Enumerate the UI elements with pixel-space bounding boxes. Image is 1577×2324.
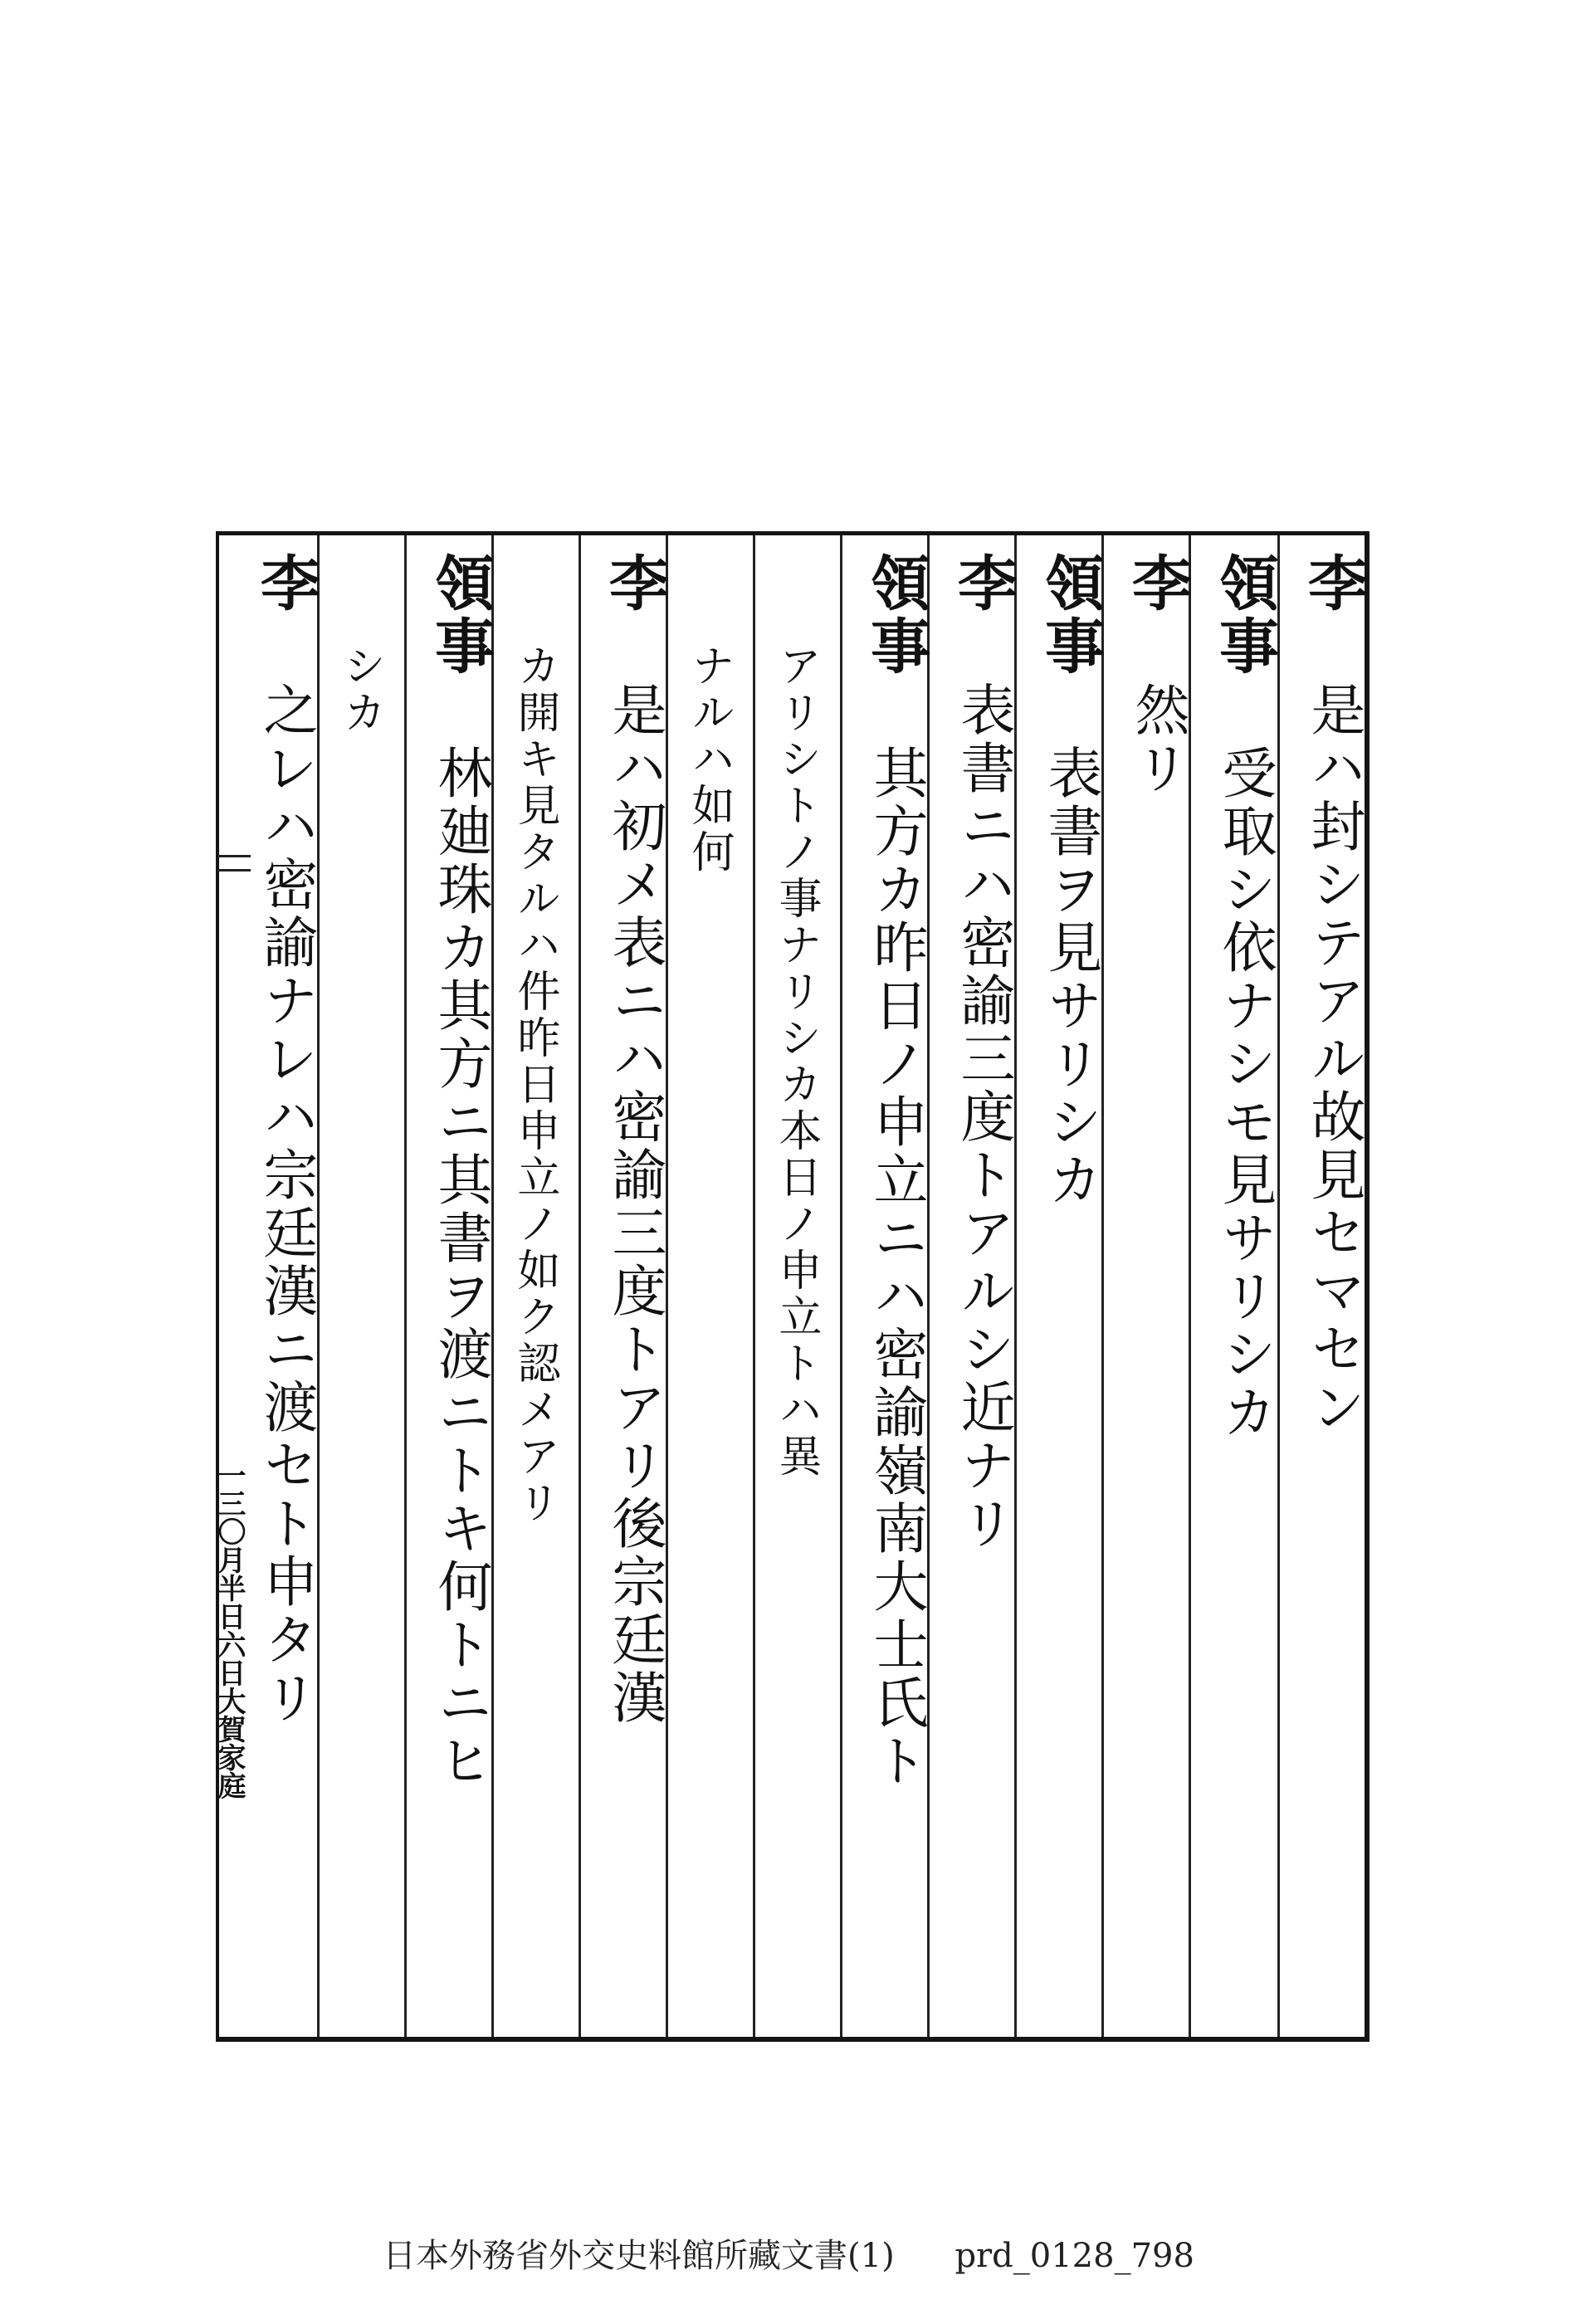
dialogue-column (330, 643, 392, 2020)
dialogue-text: 其方カ昨日ノ申立ニハ密諭嶺南大士氏ト (864, 745, 928, 1790)
dialogue-text: 是ハ封シテアル故見セマセン (1301, 681, 1365, 1437)
dialogue-column (1290, 552, 1376, 2020)
column-rule (404, 535, 407, 2037)
column-rule (753, 535, 755, 2037)
margin-mark (217, 855, 251, 872)
dialogue-column (852, 552, 939, 2020)
dialogue-column (417, 552, 503, 2020)
manuscript-frame (216, 531, 1370, 2042)
dialogue-column (242, 552, 329, 2020)
dialogue-text: 之レハ密諭ナレハ宗廷漢ニ渡セト申タリ (254, 681, 318, 1727)
dialogue-column (1027, 552, 1113, 2020)
speaker-label: 李 (599, 552, 670, 615)
dialogue-text: ナルハ如何 (684, 643, 734, 876)
column-rule (579, 535, 581, 2037)
speaker-label: 李 (1122, 552, 1193, 615)
dialogue-text: アリシトノ事ナリシカ本日ノ申立トハ異 (771, 643, 821, 1480)
dialogue-column (678, 643, 740, 2020)
dialogue-text: 表書ヲ見サリシカ (1038, 745, 1102, 1209)
archive-name: 日本外務省外交史料館所藏文書(1) (383, 2237, 895, 2275)
speaker-label: 領事 (1035, 552, 1106, 678)
speaker-label: 李 (948, 552, 1018, 615)
dialogue-text: 受取シ依ナシモ見サリシカ (1213, 745, 1277, 1442)
footer-caption (0, 2229, 1577, 2277)
dialogue-text: シカ (335, 643, 385, 736)
dialogue-text: 表書ニハ密諭三度トアルシ近ナリ (951, 681, 1015, 1553)
speaker-label: 李 (1298, 552, 1369, 615)
column-rule (840, 535, 842, 2037)
speaker-label: 領事 (425, 552, 496, 678)
dialogue-column (940, 552, 1026, 2020)
dialogue-text: 林廸珠カ其方ニ其書ヲ渡ニトキ何トニヒ (428, 745, 492, 1790)
speaker-label: 領事 (1209, 552, 1280, 678)
dialogue-text: 然リ (1125, 681, 1189, 798)
dialogue-column (504, 643, 566, 2020)
dialogue-text: 是ハ初メ表ニハ密諭三度トアリ後宗廷漢 (603, 681, 666, 1727)
dialogue-column (591, 552, 677, 2020)
speaker-label: 李 (251, 552, 321, 615)
dialogue-text: カ開キ見タルハ件昨日申立ノ如ク認メアリ (510, 643, 559, 1526)
document-code: prd_0128_798 (954, 2237, 1194, 2275)
dialogue-column (1114, 552, 1200, 2020)
dialogue-column (765, 643, 828, 2020)
speaker-label: 領事 (861, 552, 931, 678)
margin-note: 一三〇月半日六日大賀家庭 (212, 1461, 246, 1799)
dialogue-column (1201, 552, 1287, 2020)
